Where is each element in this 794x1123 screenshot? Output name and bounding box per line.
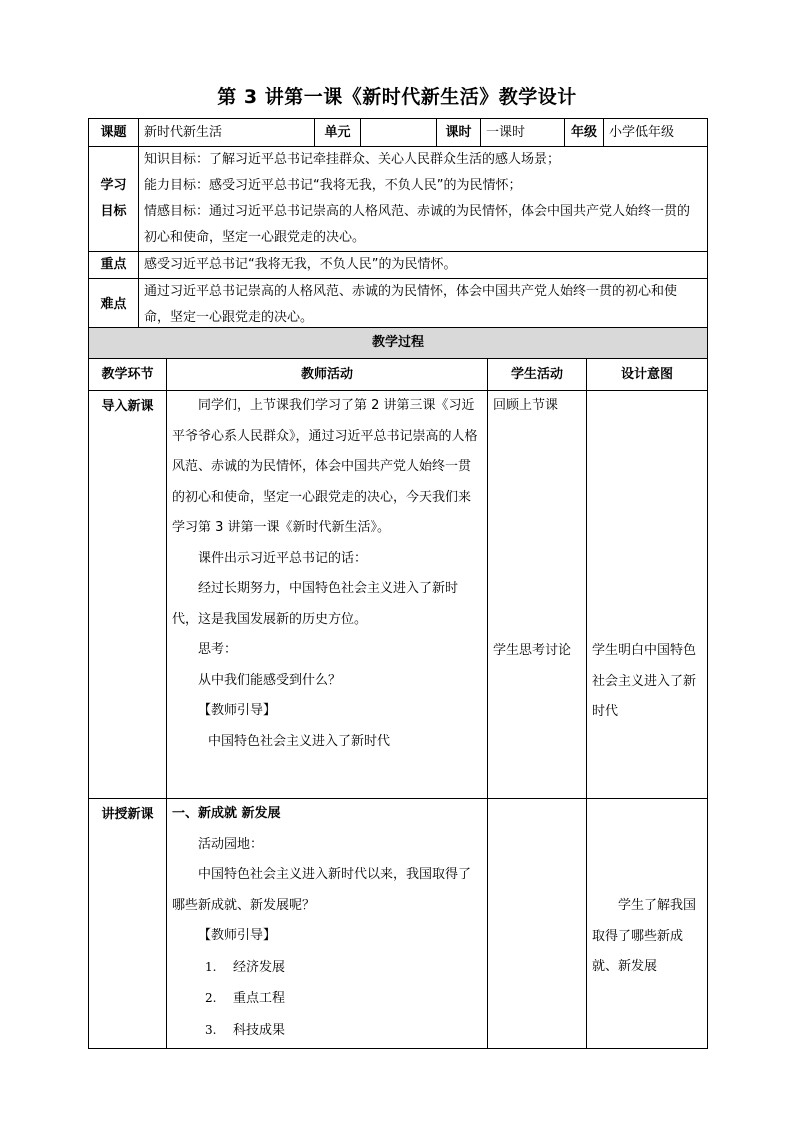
process-title-row — [89, 328, 708, 359]
list-item: 2. 重点工程 — [205, 991, 286, 1006]
header-intent: 设计意图 — [587, 359, 708, 391]
courseware-note: 课件出示习近平总书记的话： — [198, 550, 368, 566]
think-question: 从中我们能感受到什么？ — [198, 672, 342, 688]
intro-stage: 导入新课 — [89, 391, 167, 799]
activity-question: 中国特色社会主义进入新时代以来，我国取得了哪些新成就、新发展呢？ — [172, 867, 472, 913]
lecture-student — [488, 799, 587, 1049]
process-header-row — [89, 359, 708, 391]
grade-label: 年级 — [565, 119, 604, 147]
quote: 经过长期努力，中国特色社会主义进入了新时代，这是我国发展新的历史方位。 — [172, 581, 459, 627]
list-item: 1. 经济发展 — [205, 959, 286, 975]
intro-intent: 学生明白中国特色社会主义进入了新时代 — [587, 391, 708, 799]
key-point-text: 感受习近平总书记“我将无我，不负人民”的为民情怀。 — [139, 252, 708, 279]
key-point-label: 重点 — [89, 252, 139, 279]
student-discuss: 学生思考讨论 — [493, 643, 572, 658]
process-table — [88, 327, 708, 1049]
grade-value: 小学低年级 — [604, 119, 708, 147]
intro-paragraph: 同学们，上节课我们学习了第 2 讲第三课《习近平爷爷心系人民群众》，通过习近平总书记崇高的人格风范、赤诚的为民情怀，体会中国共产党人始终一贯的初心和使命，坚定一心跟党走的决心，今天我们来学习第 3 讲第一课《新时代新生活》。 — [172, 398, 478, 535]
header-student: 学生活动 — [488, 359, 587, 391]
topic-value: 新时代新生活 — [139, 119, 315, 147]
lecture-guide-label: 【教师引导】 — [198, 928, 277, 943]
objectives-content — [139, 147, 708, 252]
ability-objective: 能力目标：感受习近平总书记“我将无我，不负人民”的为民情怀； — [144, 178, 522, 193]
page-title: 第 3 讲第一课《新时代新生活》教学设计 — [217, 86, 577, 108]
topic-label: 课题 — [89, 119, 139, 147]
teacher-guide-text: 中国特色社会主义进入了新时代 — [208, 733, 391, 749]
objectives-row — [89, 147, 708, 252]
difficulty-label: 难点 — [89, 279, 139, 332]
unit-value — [361, 119, 437, 147]
think-label: 思考： — [198, 642, 238, 657]
intro-student — [488, 391, 587, 799]
info-row — [89, 119, 708, 147]
lecture-row — [89, 799, 708, 1049]
lecture-teacher — [167, 799, 488, 1049]
hours-value: 一课时 — [481, 119, 565, 147]
section-heading: 一、新成就 新发展 — [172, 806, 281, 821]
key-point-row — [89, 252, 708, 279]
header-stage: 教学环节 — [89, 359, 167, 391]
student-review: 回顾上节课 — [493, 398, 559, 413]
intro-teacher — [167, 391, 488, 799]
intro-row — [89, 391, 708, 799]
process-title: 教学过程 — [89, 328, 708, 359]
hours-label: 课时 — [437, 119, 481, 147]
difficulty-text: 通过习近平总书记崇高的人格风范、赤诚的为民情怀，体会中国共产党人始终一贯的初心和使命，坚定一心跟党走的决心。 — [139, 279, 708, 332]
activity-label: 活动园地： — [198, 836, 264, 852]
lesson-plan-table — [88, 118, 708, 332]
lecture-stage: 讲授新课 — [89, 799, 167, 1049]
objectives-label: 学习 目标 — [89, 147, 139, 252]
teacher-guide-label: 【教师引导】 — [198, 703, 277, 718]
knowledge-objective: 知识目标：了解习近平总书记牵挂群众、关心人民群众生活的感人场景； — [144, 152, 561, 167]
list-item: 3. 科技成果 — [205, 1022, 286, 1038]
lecture-intent: 学生了解我国取得了哪些新成就、新发展 — [587, 799, 708, 1049]
header-teacher: 教师活动 — [167, 359, 488, 391]
difficulty-row — [89, 279, 708, 332]
emotion-objective: 情感目标：通过习近平总书记崇高的人格风范、赤诚的为民情怀，体会中国共产党人始终一贯的初心和使命，坚定一心跟党走的决心。 — [144, 204, 691, 245]
unit-label: 单元 — [315, 119, 361, 147]
